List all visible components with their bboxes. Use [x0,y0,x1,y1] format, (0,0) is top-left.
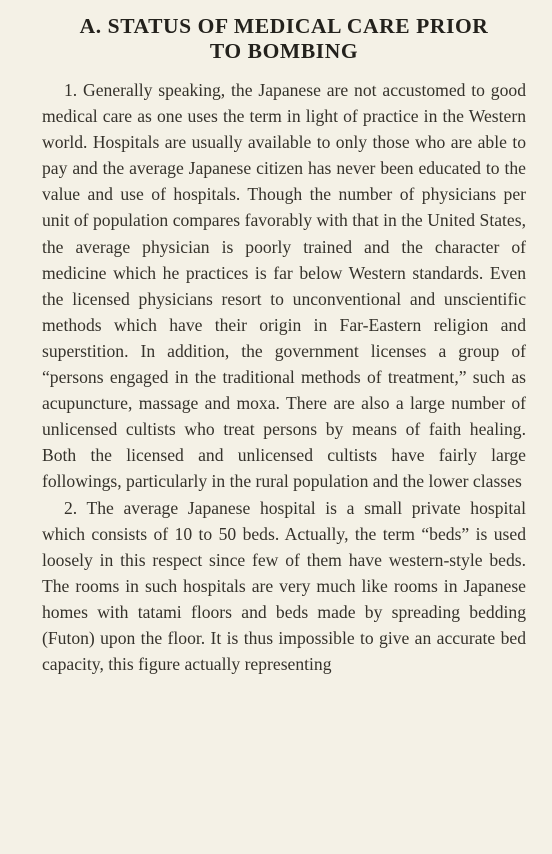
section-heading-line-2: TO BOMBING [209,39,359,63]
paragraph-2: 2. The average Japanese hospital is a small private hospital which consists of 10 to 50 beds. Actually, the term “beds” is used loosely in this respect since few of them have western-style beds. The rooms in such hospitals are very much like rooms in Japanese homes with tatami floors and beds made by spreading bedding (Futon) upon the floor. It is thus impossible to give an accurate bed capacity, this figure actually representing [42,497,526,675]
section-heading-line-1: A. STATUS OF MEDICAL CARE PRIOR [79,14,489,38]
paragraph-1: 1. Generally speaking, the Japanese are not accustomed to good medical care as one uses the term in light of practice in the Western world. Hospitals are usually available to only those who are able to pay and the average Japanese citizen has never been educated to the value and use of hospitals. Though the number of physicians per unit of population compares favorably with that in the United States, the average physician is poorly trained and the character of medicine which he practices is far below Western standards. Even the licensed physicians resort to unconventional and unscientific methods which have their origin in Far-Eastern religion and superstition. In addition, the government licenses a group of “persons engaged in the traditional methods of treatment,” such as acupuncture, massage and moxa. There are also a large number of unlicensed cultists who treat persons by means of faith healing. Both the licensed and unlicensed cultists have fairly large followings, particularly in the rural population and the lower classes [42,80,526,492]
section-heading [42,14,526,64]
section-body [42,77,526,677]
